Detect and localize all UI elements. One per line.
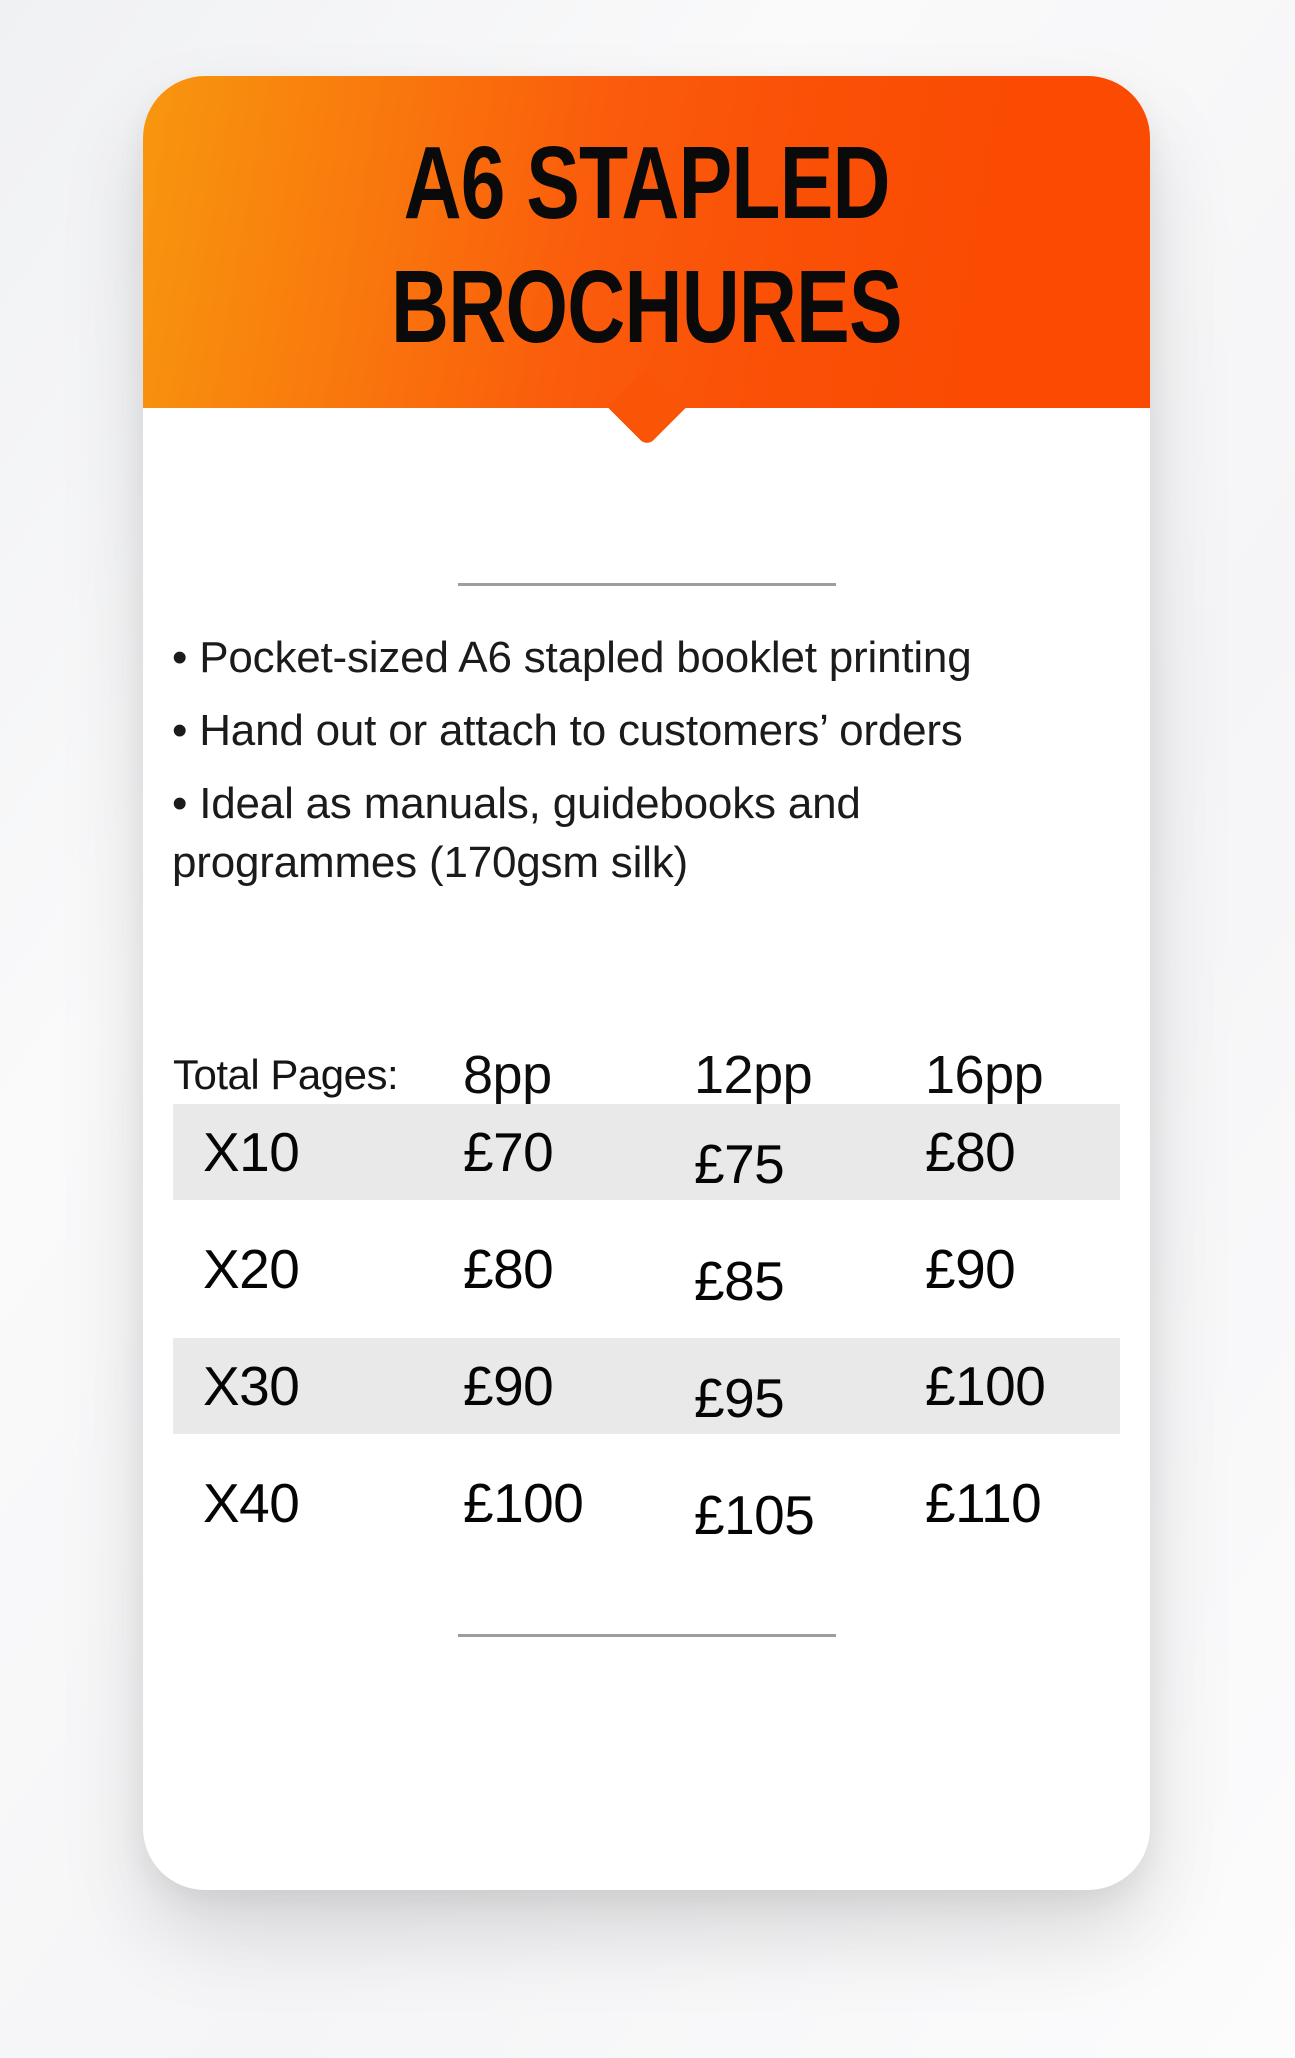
title-line-1: A6 STAPLED [403,125,890,240]
price-cell: £100 [925,1355,1046,1417]
table-row-x20 [173,1200,1120,1338]
price-cell: £105 [694,1484,815,1546]
header-notch-pointer [607,367,686,446]
price-cell: £100 [463,1472,584,1534]
pricing-table [173,1044,1120,1572]
bottom-divider [458,1634,836,1637]
price-cell: £90 [463,1355,554,1417]
feature-item-3: • Ideal as manuals, guidebooks and [172,779,861,828]
price-cell: £95 [694,1367,785,1429]
feature-item-3-wrap: programmes (170gsm silk) [172,838,689,887]
feature-list [172,628,1097,892]
column-header-8pp: 8pp [463,1045,552,1105]
table-row-x40 [173,1434,1120,1572]
pricing-card [143,76,1150,1890]
row-label: X10 [203,1121,300,1183]
feature-item-2: • Hand out or attach to customers’ orders [172,706,963,755]
price-cell: £75 [694,1133,785,1195]
table-header-row [173,1044,1120,1104]
price-cell: £90 [925,1238,1016,1300]
table-row-x30 [173,1338,1120,1434]
column-header-16pp: 16pp [925,1045,1044,1105]
title-line-2: BROCHURES [391,249,902,364]
row-label: X20 [203,1238,300,1300]
price-cell: £110 [925,1472,1042,1534]
card-header [143,76,1150,408]
price-cell: £70 [463,1121,554,1183]
price-cell: £85 [694,1250,785,1312]
table-row-x10 [173,1104,1120,1200]
column-header-12pp: 12pp [694,1045,813,1105]
price-cell: £80 [925,1121,1016,1183]
row-label: X40 [203,1472,300,1534]
price-cell: £80 [463,1238,554,1300]
row-label: X30 [203,1355,300,1417]
top-divider [458,583,836,586]
total-pages-header: Total Pages: [173,1051,399,1098]
feature-item-1: • Pocket-sized A6 stapled booklet printing [172,633,972,682]
